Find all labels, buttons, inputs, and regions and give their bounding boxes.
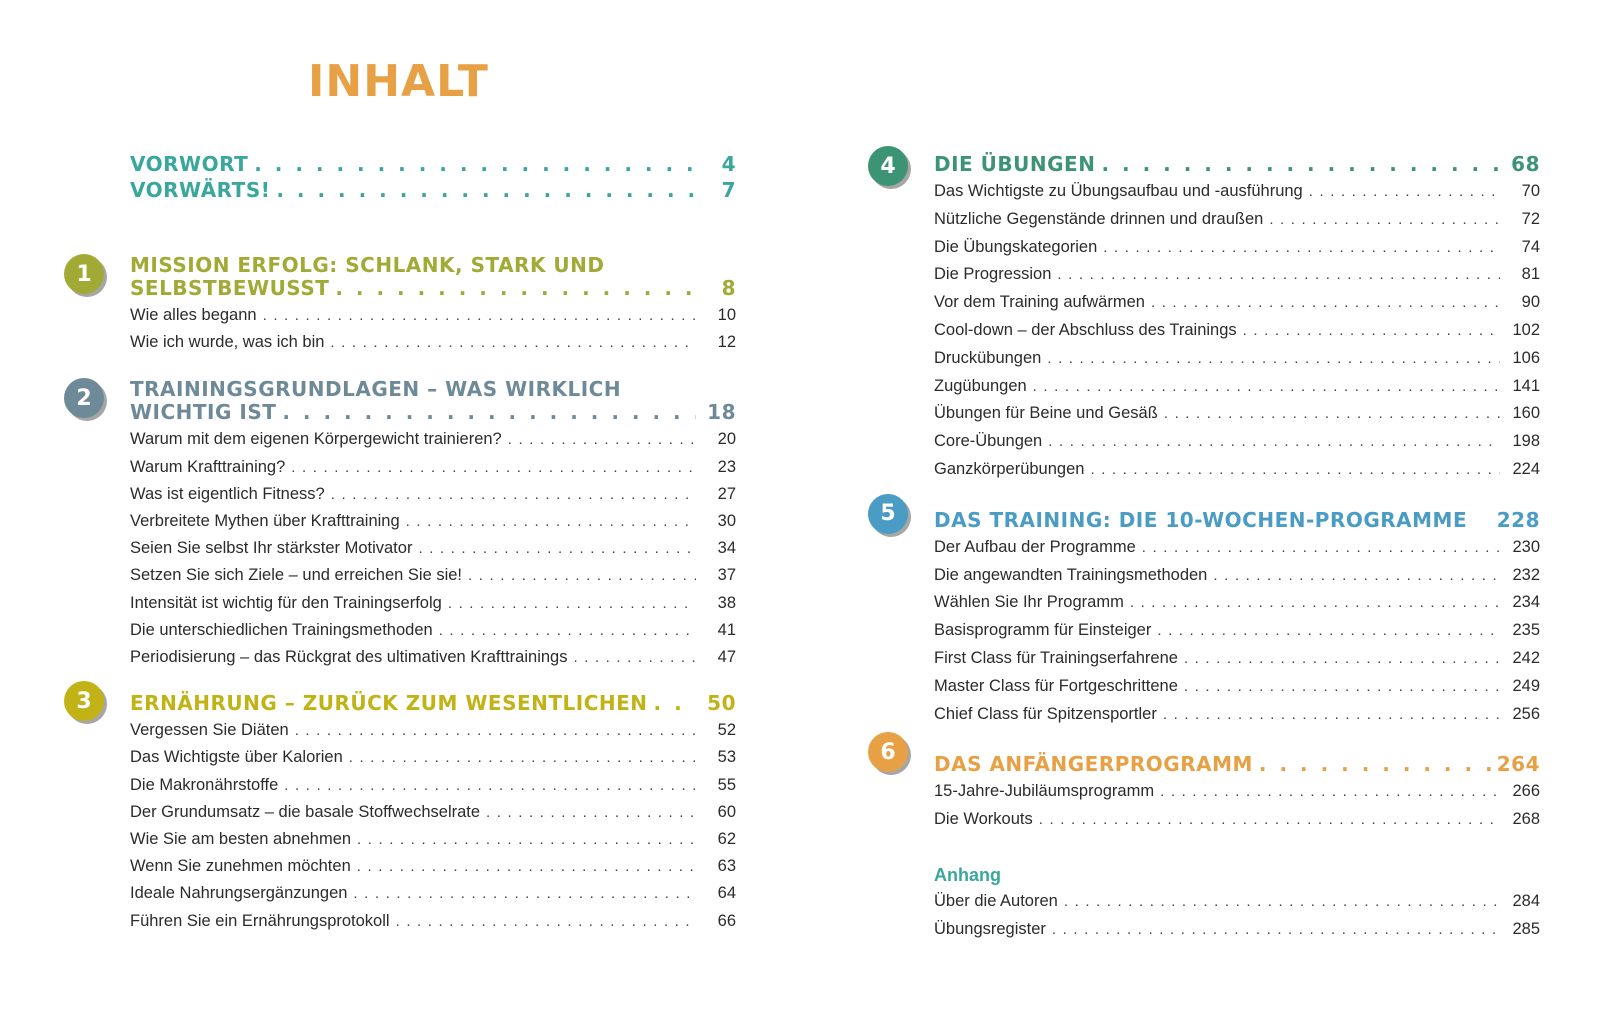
toc-item-page: 20 (717, 430, 736, 449)
chapter-items (934, 534, 1540, 729)
leader-dots (486, 800, 696, 826)
toc-item[interactable] (934, 261, 1540, 289)
toc-item-page: 232 (1512, 565, 1540, 584)
toc-item[interactable] (130, 454, 736, 481)
toc-item-page: 62 (717, 830, 736, 849)
chapter-title-line2: SELBSTBEWUSST (130, 276, 330, 300)
toc-item-label: First Class für Trainingserfahrene (934, 648, 1178, 667)
toc-item[interactable] (934, 645, 1540, 673)
leader-dots (654, 691, 696, 715)
toc-item-page: 266 (1512, 782, 1540, 801)
chapter-title-line1: TRAININGSGRUNDLAGEN – WAS WIRKLICH (130, 377, 622, 402)
toc-item-page: 63 (717, 857, 736, 876)
toc-item-page: 230 (1512, 537, 1540, 556)
chapter-number-badge: 4 (868, 146, 908, 186)
toc-item-label: Core-Übungen (934, 432, 1043, 451)
leader-dots (353, 881, 696, 907)
chapter-items (934, 778, 1540, 834)
toc-item-label: Verbreitete Mythen über Krafttraining (130, 512, 400, 531)
toc-item[interactable] (130, 508, 736, 535)
toc-item-label: Zugübungen (934, 376, 1027, 395)
leader-dots (1101, 152, 1500, 176)
toc-item-label: Das Wichtigste zu Übungsaufbau und -ausführung (934, 182, 1303, 200)
toc-item[interactable] (934, 562, 1540, 590)
toc-item-label: Wie alles begann (130, 306, 257, 324)
toc-item-label: Druckübungen (934, 348, 1042, 367)
toc-item[interactable] (130, 426, 736, 453)
toc-item-label: Über die Autoren (934, 891, 1058, 910)
toc-item[interactable] (934, 806, 1540, 834)
chapter-3 (76, 688, 736, 935)
toc-item-page: 41 (717, 620, 736, 639)
toc-item[interactable] (934, 234, 1540, 262)
toc-item[interactable] (130, 744, 736, 771)
chapter-number-badge: 2 (64, 378, 104, 418)
toc-item-page: 64 (717, 884, 736, 903)
toc-item-page: 102 (1512, 320, 1540, 339)
toc-item[interactable] (934, 888, 1540, 916)
toc-item-page: 81 (1521, 265, 1540, 284)
toc-item[interactable] (934, 178, 1540, 206)
leader-dots (1103, 235, 1500, 262)
appendix (934, 862, 1540, 944)
toc-item-label: Warum Krafttraining? (130, 457, 286, 476)
toc-item-page: 198 (1512, 432, 1540, 451)
chapter-number-badge: 5 (868, 494, 908, 534)
leader-dots (357, 854, 696, 880)
toc-item-label: Führen Sie ein Ernährungsprotokoll (130, 911, 390, 930)
toc-item[interactable] (130, 535, 736, 562)
toc-item[interactable] (934, 400, 1540, 428)
toc-item-label: Übungen für Beine und Gesäß (934, 404, 1158, 423)
toc-item-page: 66 (717, 911, 736, 930)
toc-item-page: 23 (717, 457, 736, 476)
toc-item-page: 242 (1512, 648, 1540, 667)
chapter-4 (880, 152, 1540, 484)
chapter-items (130, 717, 736, 935)
toc-item-label: Cool-down – der Abschluss des Trainings (934, 320, 1237, 339)
chapter-heading[interactable] (934, 752, 1540, 776)
toc-item-page: 141 (1512, 376, 1540, 395)
toc-item-page: 235 (1512, 621, 1540, 640)
toc-item[interactable] (130, 617, 736, 644)
toc-item[interactable] (130, 302, 736, 329)
chapter-2 (76, 377, 736, 671)
leader-dots (1157, 618, 1500, 645)
leader-dots (284, 773, 696, 799)
chapter-number-badge: 6 (868, 732, 908, 772)
chapter-heading[interactable] (130, 254, 736, 300)
leader-dots (1184, 674, 1500, 701)
leader-dots (1151, 290, 1500, 317)
chapter-6 (880, 739, 1540, 834)
leader-dots (508, 427, 696, 453)
leader-dots (330, 330, 696, 356)
toc-item[interactable] (934, 673, 1540, 701)
toc-item-page: 249 (1512, 676, 1540, 695)
chapter-page: 68 (1511, 152, 1540, 176)
leader-dots (1163, 702, 1500, 729)
toc-item-label: Die Makronährstoffe (130, 775, 279, 794)
toc-item[interactable] (934, 916, 1540, 944)
toc-item-label: Was ist eigentlich Fitness? (130, 484, 325, 503)
toc-item[interactable] (934, 317, 1540, 345)
leader-dots (1047, 346, 1500, 373)
chapter-title-line1: MISSION ERFOLG: SCHLANK, STARK UND (130, 253, 605, 277)
chapter-1 (76, 253, 736, 356)
leader-dots (1090, 457, 1500, 484)
toc-item-label: Die angewandten Trainingsmethoden (934, 565, 1208, 584)
toc-item[interactable] (130, 481, 736, 508)
toc-item-label: Die Übungskategorien (934, 237, 1098, 256)
entry-label: VORWORT (130, 152, 249, 176)
toc-item-page: 70 (1521, 182, 1540, 200)
entry-label: VORWÄRTS! (130, 178, 271, 202)
leader-dots (1033, 374, 1500, 401)
chapter-heading[interactable] (934, 152, 1540, 176)
chapter-page: 50 (707, 691, 736, 716)
toc-item[interactable] (934, 778, 1540, 806)
leader-dots (1052, 917, 1500, 944)
toc-item[interactable] (934, 206, 1540, 234)
leader-dots (418, 536, 696, 562)
toc-item-page: 256 (1512, 704, 1540, 723)
toc-item[interactable] (934, 701, 1540, 729)
toc-item-page: 72 (1521, 209, 1540, 228)
toc-item-page: 10 (717, 306, 736, 324)
toc-item[interactable] (130, 590, 736, 617)
toc-item-page: 55 (717, 775, 736, 794)
toc-item[interactable] (934, 373, 1540, 401)
leader-dots (1309, 179, 1500, 206)
toc-item-page: 47 (717, 648, 736, 667)
toc-item[interactable] (130, 799, 736, 826)
leader-dots (448, 591, 696, 617)
page-title: INHALT (308, 56, 489, 107)
toc-item-page: 74 (1521, 237, 1540, 256)
leader-dots (573, 645, 696, 671)
toc-item-page: 285 (1512, 919, 1540, 938)
leader-dots (1057, 262, 1500, 289)
leader-dots (396, 909, 696, 935)
toc-item-label: Die Progression (934, 265, 1052, 284)
toc-item-page: 53 (717, 748, 736, 767)
toc-item-page: 224 (1512, 459, 1540, 478)
chapter-title-line1: ERNÄHRUNG – ZURÜCK ZUM WESENTLICHEN (130, 691, 648, 716)
leader-dots (357, 827, 696, 853)
toc-item-label: Basisprogramm für Einsteiger (934, 621, 1152, 640)
leader-dots (1213, 563, 1500, 590)
toc-item-page: 234 (1512, 593, 1540, 612)
toc-item[interactable] (130, 772, 736, 799)
toc-item-label: Das Wichtigste über Kalorien (130, 748, 343, 767)
toc-item-label: Wenn Sie zunehmen möchten (130, 857, 351, 876)
toc-item-page: 268 (1512, 810, 1540, 829)
toc-item-label: Vergessen Sie Diäten (130, 721, 289, 740)
toc-right-column (880, 152, 1540, 944)
leader-dots (295, 718, 696, 744)
toc-item-label: Setzen Sie sich Ziele – und erreichen Sie sie! (130, 566, 463, 585)
leader-dots (1064, 889, 1500, 916)
leader-dots (439, 618, 696, 644)
leader-dots (1164, 401, 1500, 428)
toc-item-page: 12 (717, 333, 736, 352)
toc-item-label: Master Class für Fortgeschrittene (934, 676, 1178, 695)
leader-dots (335, 276, 696, 300)
toc-left-column (76, 152, 736, 935)
leader-dots (468, 563, 696, 589)
toc-item[interactable] (130, 717, 736, 744)
toc-item[interactable] (130, 908, 736, 935)
toc-item[interactable] (130, 644, 736, 671)
chapter-title-line1: DIE ÜBUNGEN (934, 152, 1096, 176)
appendix-heading[interactable]: Anhang (934, 864, 1001, 885)
toc-item-label: Wie ich wurde, was ich bin (130, 333, 325, 352)
leader-dots (1259, 752, 1491, 776)
toc-item-page: 38 (717, 593, 736, 612)
chapter-title-line1: DAS TRAINING: DIE 10-WOCHEN-PROGRAMME (934, 507, 1468, 532)
toc-item-label: Nützliche Gegenstände drinnen und draußen (934, 209, 1264, 228)
toc-item-label: Die Workouts (934, 810, 1033, 829)
leader-dots (1160, 779, 1500, 806)
toc-item-page: 34 (717, 539, 736, 558)
chapter-items (934, 178, 1540, 484)
leader-dots (282, 400, 696, 424)
chapter-items (130, 302, 736, 356)
toc-item-page: 37 (717, 566, 736, 585)
entry-page: 7 (721, 178, 736, 202)
chapter-page: 8 (721, 276, 736, 300)
toc-item-label: Periodisierung – das Rückgrat des ultimativen Krafttrainings (130, 648, 568, 667)
toc-item-label: Wählen Sie Ihr Programm (934, 593, 1124, 612)
chapter-number-badge: 3 (64, 681, 104, 721)
toc-item-label: Wie Sie am besten abnehmen (130, 830, 352, 849)
leader-dots (1243, 318, 1500, 345)
toc-item[interactable] (130, 329, 736, 356)
toc-item-label: 15-Jahre-Jubiläumsprogramm (934, 782, 1155, 801)
toc-item-label: Die unterschiedlichen Trainingsmethoden (130, 620, 433, 639)
chapter-title-line2: WICHTIG IST (130, 400, 277, 425)
chapter-heading[interactable] (934, 508, 1540, 532)
toc-item[interactable] (934, 456, 1540, 484)
toc-item-page: 27 (717, 484, 736, 503)
leader-dots (276, 178, 696, 202)
front-entry-vorwort[interactable] (130, 152, 736, 176)
toc-item-label: Der Grundumsatz – die basale Stoffwechselrate (130, 802, 481, 821)
leader-dots (263, 303, 696, 329)
toc-item[interactable] (130, 562, 736, 589)
toc-item[interactable] (130, 826, 736, 853)
appendix-items (934, 888, 1540, 944)
leader-dots (331, 482, 696, 508)
leader-dots (1269, 207, 1500, 234)
leader-dots (1142, 535, 1500, 562)
chapter-page: 18 (707, 400, 736, 425)
leader-dots (1039, 807, 1500, 834)
toc-item-label: Seien Sie selbst Ihr stärkster Motivator (130, 539, 413, 558)
toc-item[interactable] (934, 617, 1540, 645)
toc-item[interactable] (130, 880, 736, 907)
toc-item-page: 106 (1512, 348, 1540, 367)
toc-item-page: 160 (1512, 404, 1540, 423)
leader-dots (254, 152, 696, 176)
chapter-heading[interactable] (130, 691, 736, 715)
front-entry-vorwaerts[interactable] (130, 178, 736, 202)
chapter-page: 228 (1496, 507, 1540, 532)
chapter-items (130, 426, 736, 671)
chapter-title-line1: DAS ANFÄNGERPROGRAMM (934, 752, 1253, 777)
leader-dots (1048, 429, 1500, 456)
toc-item-label: Übungsregister (934, 919, 1046, 938)
chapter-heading[interactable] (130, 378, 736, 424)
toc-item[interactable] (130, 853, 736, 880)
toc-item-page: 60 (717, 802, 736, 821)
toc-item[interactable] (934, 289, 1540, 317)
chapter-number-badge: 1 (64, 254, 104, 294)
toc-item[interactable] (934, 589, 1540, 617)
leader-dots (1184, 646, 1500, 673)
leader-dots (291, 455, 696, 481)
toc-item-label: Der Aufbau der Programme (934, 537, 1136, 556)
toc-item-label: Ideale Nahrungsergänzungen (130, 884, 348, 903)
toc-item-label: Chief Class für Spitzensportler (934, 704, 1157, 723)
entry-page: 4 (721, 152, 736, 176)
toc-item-page: 52 (717, 721, 736, 740)
toc-item-label: Vor dem Training aufwärmen (934, 293, 1145, 312)
leader-dots (406, 509, 696, 535)
chapter-page: 264 (1496, 752, 1540, 777)
toc-item[interactable] (934, 428, 1540, 456)
toc-item-label: Intensität ist wichtig für den Trainingserfolg (130, 593, 442, 612)
toc-item-page: 284 (1512, 891, 1540, 910)
toc-item[interactable] (934, 534, 1540, 562)
leader-dots (349, 745, 696, 771)
toc-item[interactable] (934, 345, 1540, 373)
toc-item-page: 30 (717, 512, 736, 531)
toc-item-label: Ganzkörperübungen (934, 459, 1085, 478)
leader-dots (1130, 590, 1500, 617)
toc-item-page: 90 (1521, 293, 1540, 312)
chapter-5 (880, 501, 1540, 729)
toc-item-label: Warum mit dem eigenen Körpergewicht trainieren? (130, 430, 502, 449)
